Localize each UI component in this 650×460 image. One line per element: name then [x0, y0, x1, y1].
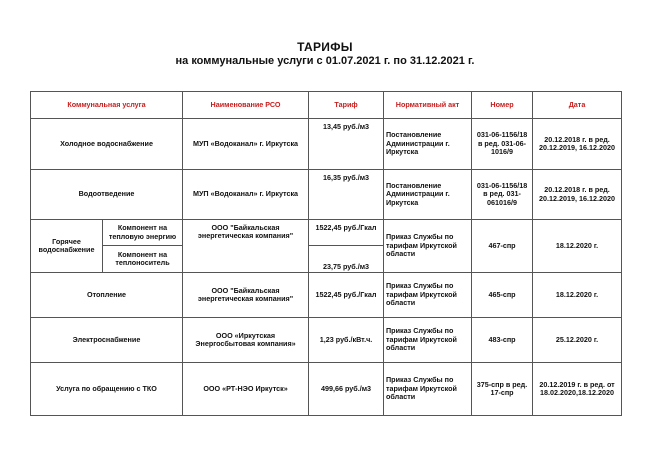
act-cell: Приказ Службы по тарифам Иркутской области: [384, 220, 472, 273]
date-cell: 25.12.2020 г.: [533, 318, 622, 363]
rso-cell: ООО «Иркутская Энергосбытовая компания»: [183, 318, 309, 363]
table-row: [31, 363, 622, 416]
number-cell: 467-спр: [472, 220, 533, 273]
tariff-cell: 23,75 руб./м3: [309, 246, 384, 273]
tariff-cell: 16,35 руб./м3: [309, 170, 384, 220]
rso-cell: ООО «РТ-НЭО Иркутск»: [183, 363, 309, 416]
act-cell: Приказ Службы по тарифам Иркутской области: [384, 363, 472, 416]
date-cell: 18.12.2020 г.: [533, 220, 622, 273]
number-cell: 031-06-1156/18 в ред. 031-061016/9: [472, 170, 533, 220]
page-title: ТАРИФЫ: [297, 40, 353, 54]
service-cell: Водоотведение: [31, 170, 183, 220]
service-cell: Отопление: [31, 273, 183, 318]
number-cell: 465-спр: [472, 273, 533, 318]
number-cell: 375-спр в ред. 17-спр: [472, 363, 533, 416]
col-header-service: Коммунальная услуга: [31, 92, 183, 119]
act-cell: Постановление Администрации г. Иркутска: [384, 119, 472, 170]
col-header-rso: Наименование РСО: [183, 92, 309, 119]
table-row: [31, 220, 622, 246]
page-subtitle: на коммунальные услуги с 01.07.2021 г. по 31.12.2021 г.: [175, 55, 475, 67]
date-cell: 20.12.2018 г. в ред. 20.12.2019, 16.12.2020: [533, 170, 622, 220]
col-header-tariff: Тариф: [309, 92, 384, 119]
component-cell: Компонент на теплоноситель: [103, 246, 183, 273]
act-cell: Приказ Службы по тарифам Иркутской области: [384, 318, 472, 363]
date-cell: 18.12.2020 г.: [533, 273, 622, 318]
date-cell: 20.12.2018 г. в ред. 20.12.2019, 16.12.2020: [533, 119, 622, 170]
col-header-date: Дата: [533, 92, 622, 119]
component-cell: Компонент на тепловую энергию: [103, 220, 183, 246]
rso-cell: ООО "Байкальская энергетическая компания": [183, 220, 309, 273]
table-row: [31, 273, 622, 318]
table-row: [31, 170, 622, 220]
tariff-cell: 1522,45 руб./Гкал: [309, 273, 384, 318]
number-cell: 031-06-1156/18 в ред. 031-06-1016/9: [472, 119, 533, 170]
tariff-cell: 499,66 руб./м3: [309, 363, 384, 416]
service-cell: Электроснабжение: [31, 318, 183, 363]
number-cell: 483-спр: [472, 318, 533, 363]
act-cell: Приказ Службы по тарифам Иркутской области: [384, 273, 472, 318]
table-row: [31, 318, 622, 363]
tariff-cell: 1,23 руб./кВт.ч.: [309, 318, 384, 363]
service-cell: Холодное водоснабжение: [31, 119, 183, 170]
col-header-number: Номер: [472, 92, 533, 119]
col-header-act: Нормативный акт: [384, 92, 472, 119]
tariff-cell: 13,45 руб./м3: [309, 119, 384, 170]
tariffs-table: [30, 91, 622, 416]
rso-cell: МУП «Водоканал» г. Иркутска: [183, 170, 309, 220]
date-cell: 20.12.2019 г. в ред. от 18.02.2020,18.12.2020: [533, 363, 622, 416]
rso-cell: МУП «Водоканал» г. Иркутска: [183, 119, 309, 170]
rso-cell: ООО "Байкальская энергетическая компания": [183, 273, 309, 318]
table-row: [31, 119, 622, 170]
table-header-row: [31, 92, 622, 119]
act-cell: Постановление Администрации г. Иркутска: [384, 170, 472, 220]
service-cell: Услуга по обращению с ТКО: [31, 363, 183, 416]
tariff-cell: 1522,45 руб./Гкал: [309, 220, 384, 246]
service-cell: Горячее водоснабжение: [31, 220, 103, 273]
